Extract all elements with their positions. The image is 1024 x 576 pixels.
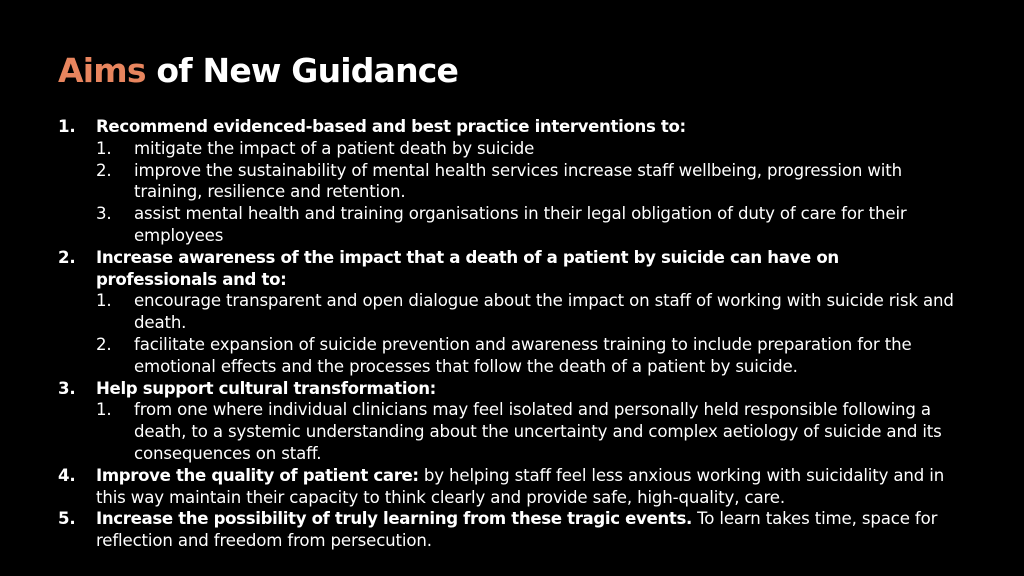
aim-number: 2. [58, 247, 76, 267]
sub-item-text: assist mental health and training organisations in their legal obligation of duty of care for their employees [134, 204, 907, 245]
sub-item-number: 1. [96, 400, 112, 420]
aim-number: 1. [58, 117, 76, 136]
aim-item-2 [58, 247, 958, 378]
aim-item-3 [58, 378, 958, 465]
sub-item-number: 1. [96, 138, 112, 158]
aim-item-5 [58, 508, 958, 552]
title-rest: of New Guidance [156, 51, 459, 90]
sub-item [96, 399, 958, 464]
sub-item [96, 203, 958, 247]
aim-text: To learn takes time, space for reflection and freedom from persecution. [96, 509, 938, 551]
sub-item-number: 3. [96, 204, 112, 224]
sub-item-text: improve the sustainability of mental health services increase staff wellbeing, progression with training, resilience and retention. [134, 160, 902, 202]
aim-number: 4. [58, 465, 76, 485]
aim-text: by helping staff feel less anxious working with suicidality and in this way maintain their capacity to think clearly and provide safe, high-quality, care. [96, 465, 945, 507]
sub-item-text: encourage transparent and open dialogue about the impact on staff of working with suicide risk and death. [134, 291, 954, 333]
title-accent: Aims [58, 51, 146, 90]
aim-item-4 [58, 465, 958, 509]
aim-heading: Increase awareness of the impact that a death of a patient by suicide can have on professionals and to: [96, 247, 839, 289]
slide-title [58, 50, 458, 92]
sub-item [96, 334, 958, 378]
aim-heading: Increase the possibility of truly learning from these tragic events. [96, 509, 692, 529]
sub-item-text: mitigate the impact of a patient death by suicide [134, 138, 535, 158]
aim-heading: Improve the quality of patient care: [96, 465, 419, 485]
aims-list [58, 116, 958, 552]
sub-item [96, 160, 958, 204]
sub-item-text: facilitate expansion of suicide prevention and awareness training to include preparation for the emotional effects and the processes that follow the death of a patient by suicide. [134, 334, 912, 376]
aim-heading: Help support cultural transformation: [96, 378, 436, 398]
sub-item [96, 138, 958, 160]
sub-item-number: 1. [96, 291, 112, 311]
sub-item [96, 290, 958, 334]
sub-item-number: 2. [96, 160, 112, 180]
aim-number: 5. [58, 509, 76, 529]
aim-item-1 [58, 116, 958, 247]
aim-number: 3. [58, 378, 76, 398]
aim-heading: Recommend evidenced-based and best practice interventions to: [96, 117, 686, 136]
sub-item-number: 2. [96, 334, 112, 354]
sub-item-text: from one where individual clinicians may feel isolated and personally held responsible following a death, to a systemic understanding about the uncertainty and complex aetiology of suicide and its consequences on staff. [134, 400, 942, 463]
